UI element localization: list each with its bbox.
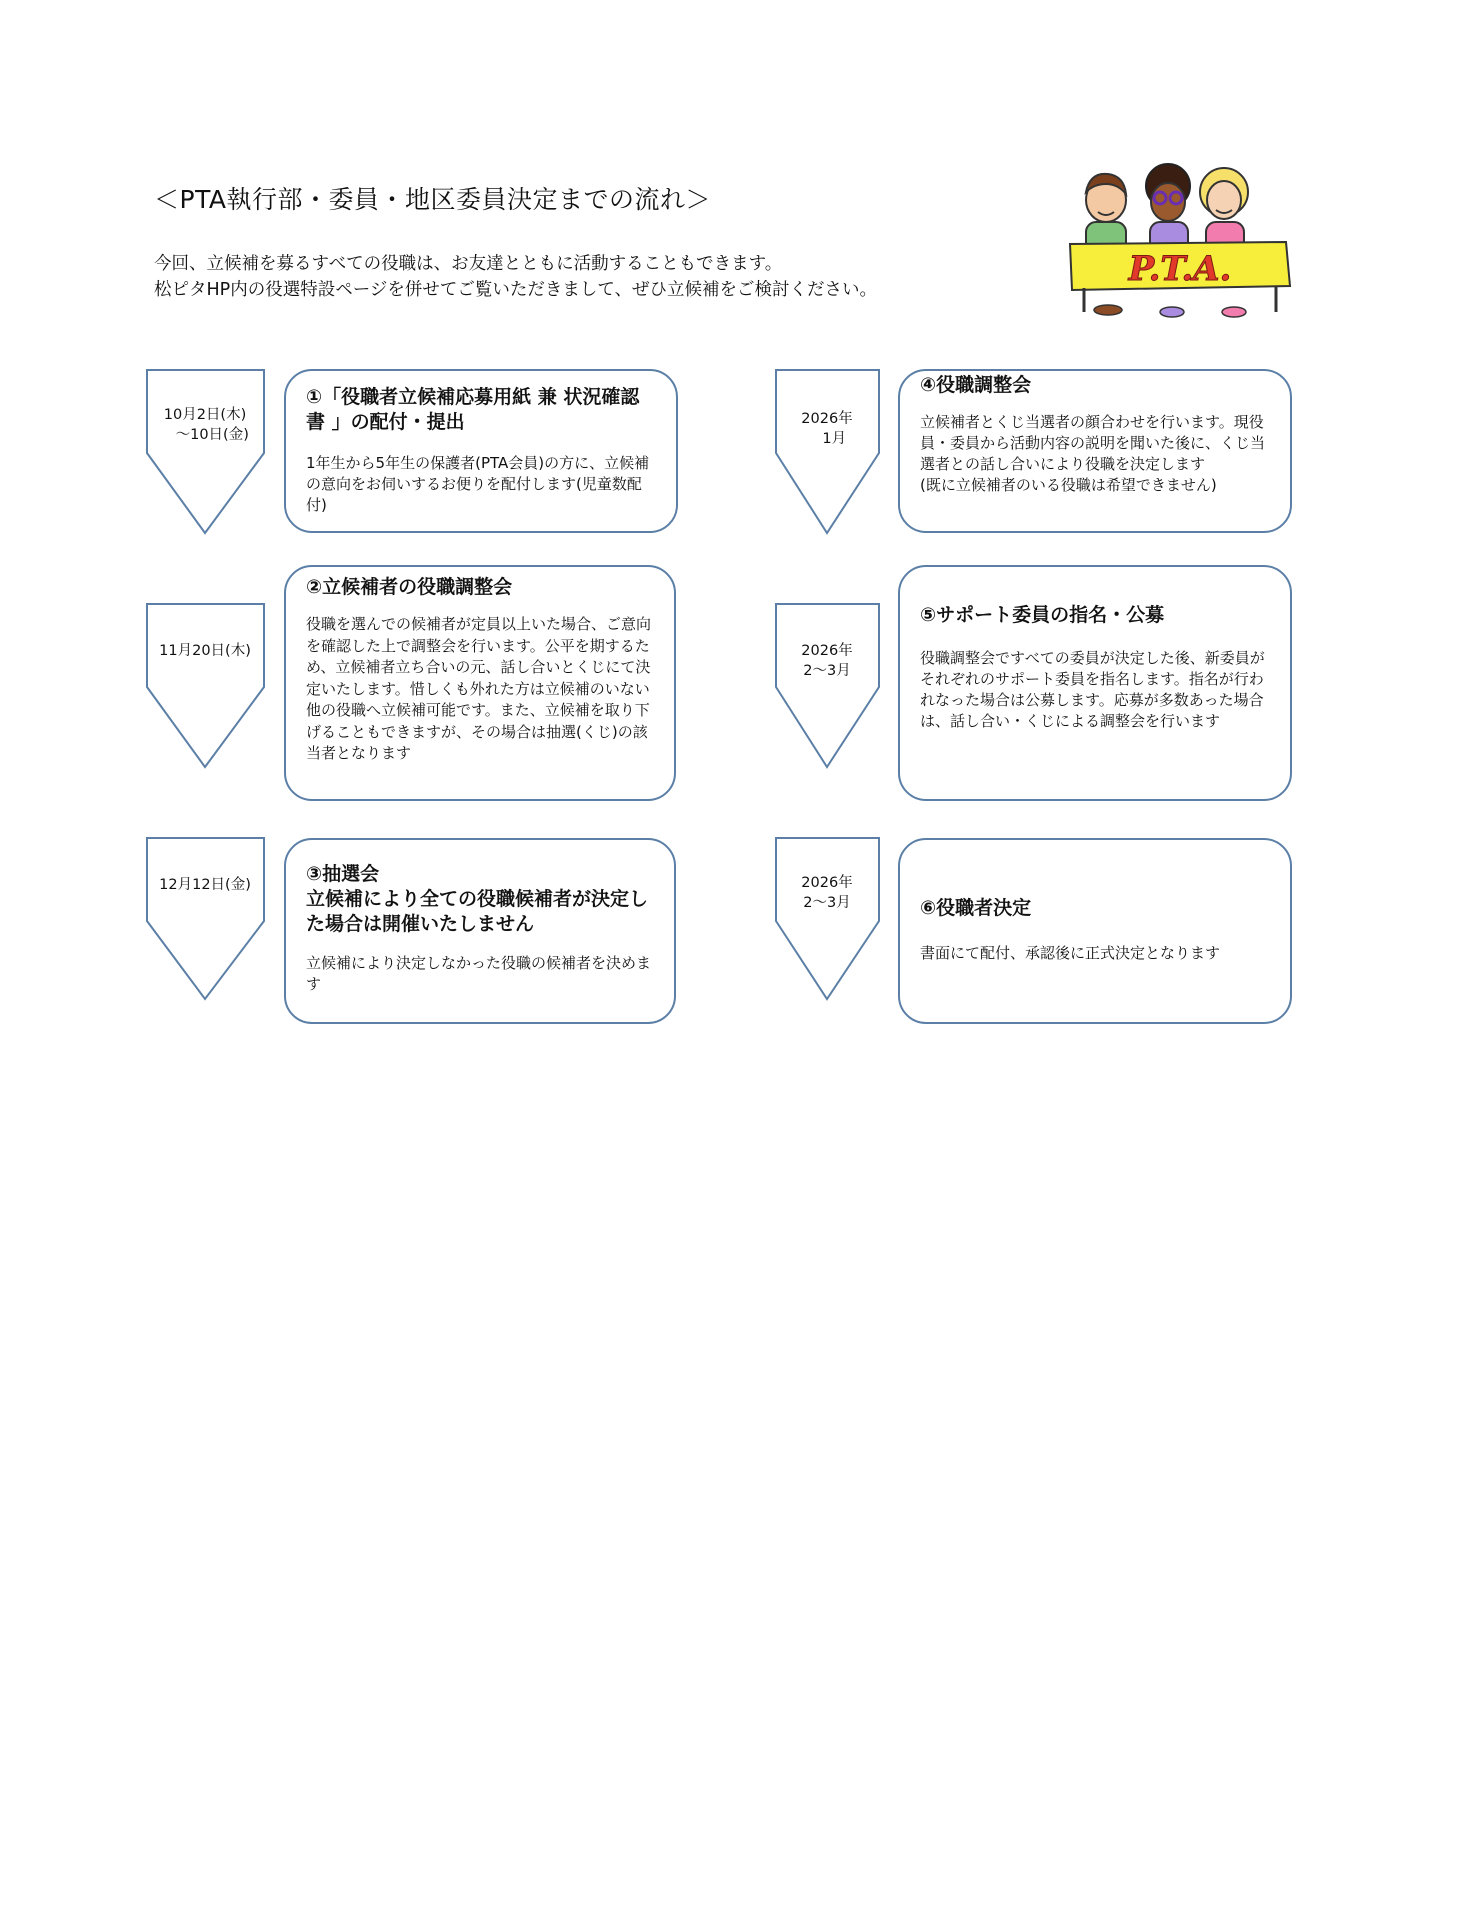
step-title: ②立候補者の役職調整会 [306, 576, 513, 598]
step-title: ⑥役職者決定 [920, 897, 1032, 919]
date-chevron [146, 369, 266, 535]
step-date: 2026年 2～3月 [801, 643, 853, 679]
step-title: ④役職調整会 [920, 374, 1032, 396]
step-body: 立候補により決定しなかった役職の候補者を決めます [306, 954, 652, 993]
date-chevron [146, 603, 266, 769]
step-date: 11月20日(木) [159, 643, 251, 659]
step-body: 役職調整会ですべての委員が決定した後、新委員がそれぞれのサポート委員を指名します。指名が行われなった場合は公募します。応募が多数あった場合は、話し合い・くじによる調整会を行います [920, 649, 1265, 730]
step-card [284, 369, 678, 533]
step-title: ①「役職者立候補応募用紙 兼 状況確認書 」の配付・提出 [306, 386, 640, 433]
step-date: 12月12日(金) [159, 877, 251, 893]
step-card [898, 565, 1292, 801]
date-chevron [775, 603, 895, 769]
step-title: ③抽選会 立候補により全ての役職候補者が決定した場合は開催いたしません [306, 863, 649, 935]
date-chevron [775, 837, 895, 1001]
step-date: 2026年 1月 [801, 411, 853, 447]
intro-line-1: 今回、立候補を募るすべての役職は、お友達とともに活動することもできます。 [154, 254, 783, 274]
step-title: ⑤サポート委員の指名・公募 [920, 604, 1165, 626]
step-body: 役職を選んでの候補者が定員以上いた場合、ご意向を確認した上で調整会を行います。公平を期するため、立候補者立ち合いの元、話し合いとくじにて決定いたします。惜しくも外れた方は立候補のいない他の役職へ立候補可能です。また、立候補を取り下げることもできますが、その場合は抽選(くじ)の該当者となります [306, 615, 652, 762]
page-title: ＜PTA執行部・委員・地区委員決定までの流れ＞ [154, 185, 712, 214]
step-body: 立候補者とくじ当選者の顔合わせを行います。現役員・委員から活動内容の説明を聞いた後に、くじ当選者との話し合いにより役職を決定します (既に立候補者のいる役職は希望できません) [920, 413, 1266, 494]
date-chevron [775, 369, 895, 535]
step-card [284, 565, 676, 801]
step-body: 書面にて配付、承認後に正式決定となります [920, 944, 1221, 962]
step-card [898, 838, 1292, 1024]
step-card [284, 838, 676, 1024]
step-body: 1年生から5年生の保護者(PTA会員)の方に、立候補の意向をお伺いするお便りを配付します(児童数配付) [306, 454, 650, 514]
step-card [898, 369, 1292, 533]
pta-illustration [1064, 162, 1294, 330]
date-chevron [146, 837, 266, 1001]
banner-text: P.T.A. [1128, 249, 1232, 289]
step-date: 2026年 2～3月 [801, 875, 853, 911]
intro-line-2: 松ピタHP内の役選特設ページを併せてご覧いただきまして、ぜひ立候補をご検討ください。 [154, 280, 878, 300]
step-date: 10月2日(木) ～10日(金) [163, 407, 249, 443]
